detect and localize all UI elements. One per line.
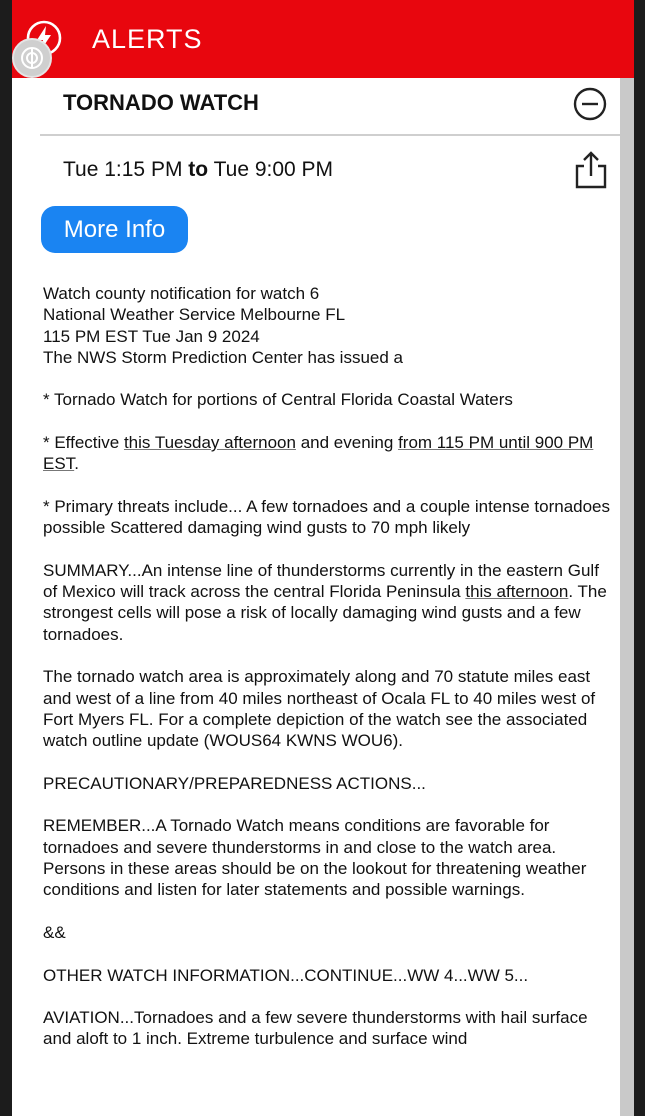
bullet-tornado-watch: * Tornado Watch for portions of Central Florida Coastal Waters — [43, 390, 513, 410]
share-icon[interactable] — [572, 150, 610, 190]
bullet-threats: * Primary threats include... A few tornadoes and a couple intense tornadoes possible Scattered damaging wind gusts to 70 mph likely — [43, 496, 611, 538]
collapse-icon[interactable] — [572, 86, 608, 122]
aviation-paragraph: AVIATION...Tornadoes and a few severe thunderstorms with hail surface and aloft to 1 inch. Extreme turbulence and surface wind — [43, 1008, 588, 1049]
intro-line: National Weather Service Melbourne FL — [43, 305, 346, 325]
intro-line: 115 PM EST Tue Jan 9 2024 — [43, 326, 260, 346]
alert-title: TORNADO WATCH — [63, 90, 259, 115]
ampersand-separator: && — [43, 922, 66, 942]
radar-icon — [20, 46, 44, 70]
bullet-effective-mid: and evening — [295, 433, 399, 453]
header-title: ALERTS — [92, 24, 203, 54]
intro-line: The NWS Storm Prediction Center has issued a — [43, 347, 403, 367]
alerts-header — [12, 0, 634, 78]
alert-time-range — [63, 158, 333, 182]
bullet-effective-end: . — [74, 454, 79, 474]
title-divider — [40, 134, 620, 136]
area-paragraph: The tornado watch area is approximately along and 70 statute miles east and west of a line from 40 miles northeast of Ocala FL to 40 miles west of Fort Myers FL. For a complete depiction of the watch see the associated watch outline update (WOUS64 KWNS WOU6). — [43, 667, 596, 751]
summary-text-a: SUMMARY...An intense line of thunderstorms currently in the eastern Gulf of Mexico will track across the central Florida Peninsula — [43, 560, 599, 602]
end-time: Tue 9:00 PM — [213, 158, 334, 181]
precaution-heading: PRECAUTIONARY/PREPAREDNESS ACTIONS... — [43, 773, 426, 793]
start-time: Tue 1:15 PM — [63, 158, 183, 181]
alert-card — [12, 78, 620, 1116]
remember-paragraph: REMEMBER...A Tornado Watch means conditions are favorable for tornadoes and severe thunderstorms in and close to the watch area. Persons in these areas should be on the lookout for threatening weather conditions and listen for later statements and possible warnings. — [43, 816, 587, 900]
effective-day-link[interactable]: this Tuesday afternoon — [123, 433, 296, 453]
intro-paragraph — [43, 283, 613, 368]
summary-paragraph — [43, 560, 613, 645]
bullet-effective-prefix: * Effective — [43, 433, 124, 453]
more-info-button[interactable]: More Info — [41, 206, 188, 253]
bullet-effective — [43, 432, 613, 475]
radar-handle-icon[interactable] — [12, 38, 52, 78]
summary-time-link[interactable]: this afternoon — [465, 582, 569, 602]
effective-time-link[interactable]: from 115 PM until 900 PM EST — [43, 433, 594, 474]
summary-text-c: . The strongest cells will pose a risk of locally damaging wind gusts and a few tornadoes. — [43, 582, 607, 644]
other-watch-info: OTHER WATCH INFORMATION...CONTINUE...WW 4...WW 5... — [43, 965, 529, 985]
alert-body — [43, 283, 613, 1071]
time-connector: to — [188, 158, 209, 181]
intro-line: Watch county notification for watch 6 — [43, 284, 320, 303]
